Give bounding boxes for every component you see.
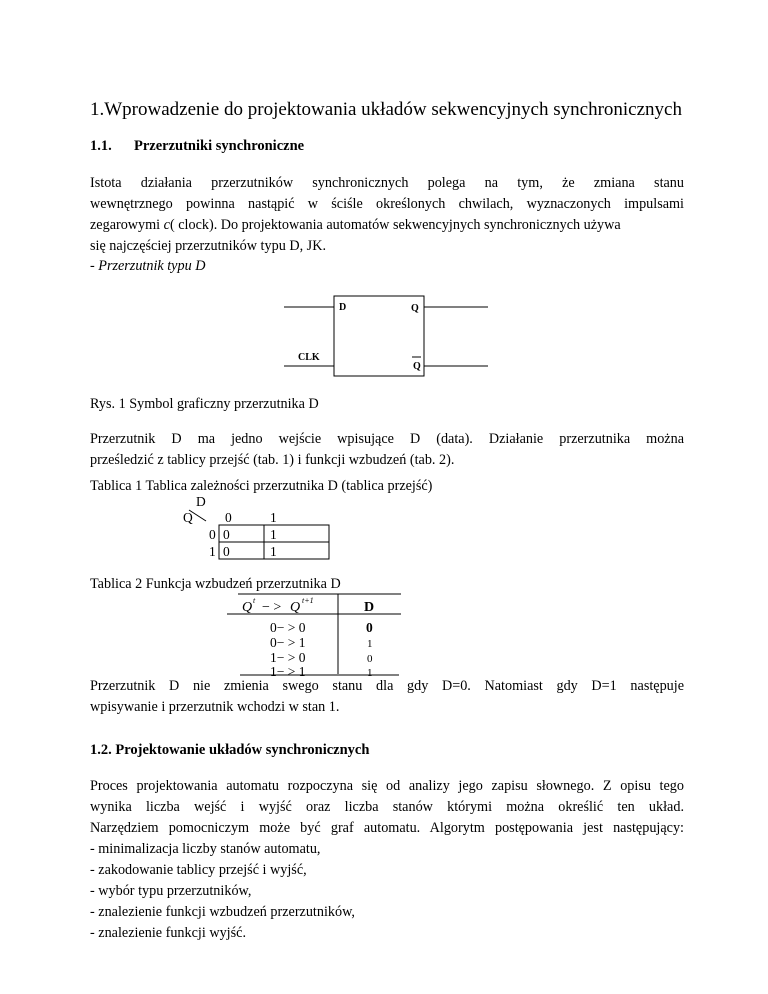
paragraph-line: Narzędziem pomocniczym może być graf automatu. Algorytm postępowania jest następujący: bbox=[90, 820, 684, 836]
t2-transition: 1− > 0 bbox=[270, 650, 306, 665]
list-item: - minimalizacja liczby stanów automatu, bbox=[90, 841, 321, 857]
paragraph-line: wpisywanie i przerzutnik wchodzi w stan 1. bbox=[90, 699, 340, 715]
t2-d-value: 1 bbox=[367, 667, 373, 679]
table1-row-label: 0 bbox=[209, 527, 216, 542]
table-1-caption: Tablica 1 Tablica zależności przerzutnika D (tablica przejść) bbox=[90, 478, 433, 494]
t2-sup-t1: t+1 bbox=[302, 596, 314, 605]
paragraph-line: się najczęściej przerzutników typu D, JK. bbox=[90, 238, 326, 254]
t2-sup-t: t bbox=[253, 596, 256, 605]
table1-row-label: 1 bbox=[209, 544, 216, 559]
d-type-heading: - Przerzutnik typu D bbox=[90, 258, 206, 274]
figure-1-caption: Rys. 1 Symbol graficzny przerzutnika D bbox=[90, 396, 319, 412]
paragraph-line: wynika liczba wejść i wyjść oraz liczba stanów którymi można określić ten układ. bbox=[90, 799, 684, 815]
algorithm-steps-list bbox=[90, 839, 355, 944]
paragraph-line: Przerzutnik D ma jedno wejście wpisujące D (data). Działanie przerzutnika można bbox=[90, 431, 684, 447]
paragraph-line: Istota działania przerzutników synchronicznych polega na tym, że zmiana stanu bbox=[90, 175, 684, 191]
t2-q2: Q bbox=[290, 600, 301, 615]
table1-cell: 0 bbox=[223, 544, 230, 559]
table1-cell: 0 bbox=[223, 527, 230, 542]
table1-col-header: 0 bbox=[225, 510, 232, 525]
t2-transition: 1− > 1 bbox=[270, 664, 306, 679]
table1-row-var: Q bbox=[183, 510, 193, 525]
t2-d-value: 1 bbox=[367, 638, 373, 650]
table1-col-header: 1 bbox=[270, 510, 277, 525]
t2-d-value: 0 bbox=[367, 653, 373, 665]
table-2-caption: Tablica 2 Funkcja wzbudzeń przerzutnika D bbox=[90, 576, 341, 592]
list-item: - znalezienie funkcji wyjść. bbox=[90, 925, 246, 941]
table1-cell: 1 bbox=[270, 527, 277, 542]
paragraph-line: Przerzutnik D nie zmienia swego stanu dla gdy D=0. Natomiast gdy D=1 następuje bbox=[90, 678, 684, 694]
clk-label: CLK bbox=[298, 352, 320, 363]
design-paragraph bbox=[90, 776, 684, 839]
paragraph-line: Proces projektowania automatu rozpoczyna się od analizy jego zapisu słownego. Z opisu tego bbox=[90, 778, 684, 794]
paragraph-line: prześledzić z tablicy przejść (tab. 1) i funkcji wzbudzeń (tab. 2). bbox=[90, 452, 455, 468]
qbar-label: Q bbox=[413, 361, 421, 372]
heading-1: 1.Wprowadzenie do projektowania układów sekwencyjnych synchronicznych bbox=[90, 99, 682, 120]
paragraph-line: wewnętrznego powinna nastąpić w ściśle określonych chwilach, wyznaczonych impulsami bbox=[90, 196, 684, 212]
table1-col-var: D bbox=[196, 494, 206, 509]
q-label: Q bbox=[411, 303, 419, 314]
list-item: - wybór typu przerzutników, bbox=[90, 883, 252, 899]
list-item: - znalezienie funkcji wzbudzeń przerzutników, bbox=[90, 904, 355, 920]
list-item: - zakodowanie tablicy przejść i wyjść, bbox=[90, 862, 307, 878]
t2-transition: 0− > 0 bbox=[270, 620, 306, 635]
t2-q: Q bbox=[242, 600, 253, 615]
table1-cell: 1 bbox=[270, 544, 277, 559]
section-title: Przerzutniki synchroniczne bbox=[134, 138, 305, 154]
t2-arrow: − > bbox=[262, 600, 282, 615]
d-behavior-paragraph bbox=[90, 676, 684, 718]
d-label: D bbox=[339, 302, 347, 313]
section-1-2-heading: 1.2. Projektowanie układów synchronicznych bbox=[90, 742, 370, 758]
t2-d-value: 0 bbox=[366, 620, 373, 635]
t2-header-d: D bbox=[364, 600, 375, 615]
t2-transition: 0− > 1 bbox=[270, 635, 306, 650]
section-number: 1.1. bbox=[90, 138, 112, 154]
paragraph-line: zegarowymi c( clock). Do projektowania automatów sekwencyjnych synchronicznych używa bbox=[90, 217, 621, 233]
clock-symbol: c bbox=[163, 217, 170, 233]
